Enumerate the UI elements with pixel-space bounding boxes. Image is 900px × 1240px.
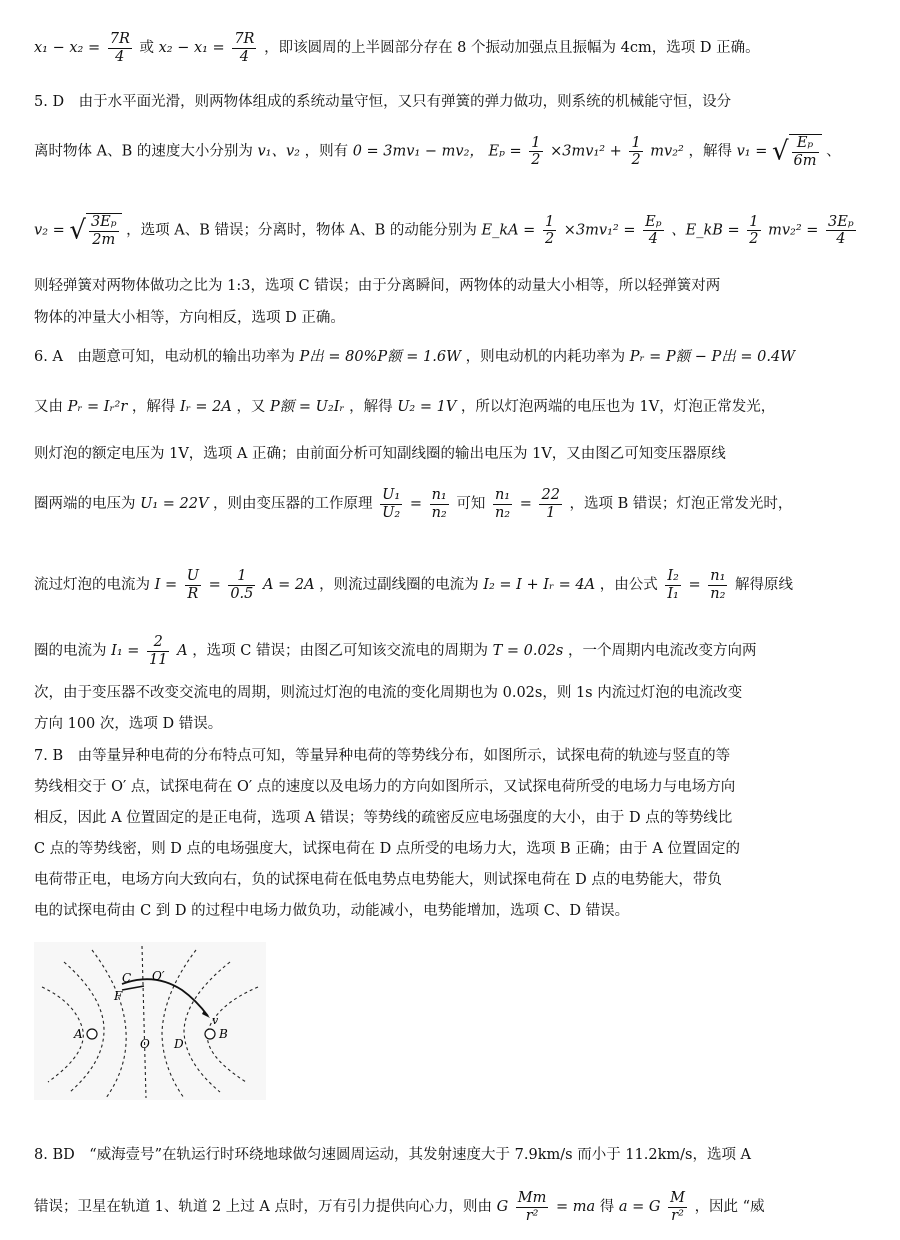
math: U₁ = 22V	[140, 496, 209, 513]
math: =	[519, 496, 532, 513]
text: ，则有	[304, 143, 349, 160]
text: 6. A 由题意可知，电动机的输出功率为	[34, 349, 295, 365]
label-v: v	[212, 1014, 219, 1027]
text: ，解得	[349, 399, 393, 415]
math-x2x1: x₂ − x₁ =	[158, 40, 225, 57]
p6-line-3: 则灯泡的额定电压为 1V，选项 A 正确；由前面分析可知副线圈的输出电压为 1V，又由图乙可知变压器原线	[34, 446, 726, 462]
sqrt-3ep-2m: √ $\frac{\text{3Eₚ}}{2m}$	[69, 213, 121, 248]
frac-half: $\frac{1}{2}$	[531, 134, 541, 169]
frac: $\frac{\text{3Eₚ}}{4}$	[828, 213, 854, 248]
text-dun: 、	[826, 143, 841, 160]
frac: $\frac{\text{n₁}}{\text{n₂}}$	[494, 487, 511, 521]
p5-line-2	[34, 134, 870, 169]
text: 圈两端的电压为	[34, 496, 136, 513]
text: ，解得	[688, 143, 732, 160]
math: I =	[154, 577, 178, 594]
math: v₁ =	[736, 143, 768, 160]
sqrt-ep-6m: √ $\frac{\text{Eₚ}}{6m}$	[772, 134, 822, 169]
text: ，一个周期内电流改变方向两	[567, 643, 757, 660]
p8-line-1: 8. BD “威海壹号”在轨运行时环绕地球做匀速圆周运动，其发射速度大于 7.9km/s 而小于 11.2km/s，选项 A	[34, 1147, 752, 1163]
text: 离时物体 A、B 的速度大小分别为	[34, 143, 253, 160]
math: I₂ = I + Iᵣ = 4A	[483, 577, 596, 594]
frac: $\frac{\text{I₂}}{\text{I₁}}$	[667, 568, 679, 602]
label-f: F	[114, 989, 123, 1003]
math: a = G	[618, 1199, 661, 1216]
label-c: C	[122, 971, 132, 985]
math: mv₂²	[650, 143, 684, 160]
math: Eₚ =	[488, 143, 522, 160]
p6-line-8: 方向 100 次，选项 D 错误。	[34, 716, 223, 732]
line-1	[34, 31, 870, 65]
p7-line-3: 相反，因此 A 位置固定的是正电荷，选项 A 错误；等势线的疏密反应电场强度的大小，由于 D 点的等势线比	[34, 810, 733, 826]
p7-line-1: 7. B 由等量异种电荷的分布特点可知，等量异种电荷的等势线分布，如图所示，试探电荷的轨迹与竖直的等	[34, 748, 731, 764]
label-b: B	[219, 1027, 228, 1041]
label-d: D	[174, 1037, 184, 1051]
math: T = 0.02s	[492, 643, 564, 660]
frac: $\frac{1}{0.5}$	[230, 568, 254, 602]
p7-line-5: 电荷带正电，电场方向大致向右，负的试探电荷在低电势点电势能大，则试探电荷在 D 点的电势能大，带负	[34, 872, 722, 888]
p7-line-4: C 点的等势线密，则 D 点的电场强度大，试探电荷在 D 点所受的电场力大，选项 B 正确；由于 A 位置固定的	[34, 841, 740, 857]
text: ，解得	[131, 399, 176, 415]
text: ，由公式	[599, 577, 658, 594]
math: =	[688, 577, 701, 594]
math: A = 2A	[263, 577, 315, 594]
label-o-prime: O′	[152, 969, 165, 983]
p6-line-6	[34, 634, 870, 668]
math-x1x2: x₁ − x₂ =	[34, 40, 101, 57]
frac-7r-4b: $\frac{7R}{4}$	[234, 31, 255, 65]
text: 可知	[456, 496, 486, 513]
label-o: O	[140, 1037, 150, 1051]
frac: $\frac{\text{n₁}}{\text{n₂}}$	[431, 487, 447, 521]
text: 得	[599, 1199, 615, 1216]
frac: $\frac{M}{\text{r²}}$	[670, 1190, 685, 1224]
math: P出 = 80%P额 = 1.6W	[299, 349, 461, 365]
text: 流过灯泡的电流为	[34, 577, 150, 594]
p5-line-4: 则轻弹簧对两物体做功之比为 1:3，选项 C 错误；由于分离瞬间，两物体的动量大小相等，所以轻弹簧对两	[34, 278, 721, 294]
p5-head: 5. D 由于水平面光滑，则两物体组成的系统动量守恒，又只有弹簧的弹力做功，则系统的机械能守恒，设分	[34, 94, 732, 110]
p6-line-4	[34, 487, 870, 521]
frac: $\frac{\text{U₁}}{\text{U₂}}$	[382, 487, 401, 521]
math: U₂ = 1V	[397, 399, 457, 415]
p8-line-2	[34, 1190, 870, 1224]
math: A	[177, 643, 188, 660]
math: v₁、v₂	[257, 143, 300, 160]
p6-line-2	[34, 398, 870, 416]
p5-line-5: 物体的冲量大小相等，方向相反，选项 D 正确。	[34, 310, 345, 326]
text: ，选项 B 错误；灯泡正常发光时，	[569, 496, 793, 513]
math: P额 = U₂Iᵣ	[270, 399, 345, 415]
p5-line-3	[34, 213, 870, 248]
text: 解得原线	[735, 577, 794, 594]
math: Pᵣ = P额 − P出 = 0.4W	[629, 349, 796, 365]
frac: $\frac{U}{R}$	[186, 568, 199, 602]
text: ，选项 C 错误；由图乙可知该交流电的周期为	[192, 643, 488, 660]
text: ，选项 A、B 错误；分离时，物体 A、B 的动能分别为	[126, 222, 477, 239]
math: v₂ =	[34, 222, 65, 239]
frac: $\frac{\text{n₁}}{\text{n₂}}$	[710, 568, 726, 602]
p6-line-1	[34, 348, 870, 366]
frac-half-2: $\frac{1}{2}$	[631, 134, 641, 169]
math: = ma	[556, 1199, 596, 1216]
math: Iᵣ = 2A	[180, 399, 232, 415]
text: ，则由变压器的工作原理	[213, 496, 373, 513]
text: ，因此 “威	[694, 1199, 765, 1216]
text: ，则流过副线圈的电流为	[319, 577, 479, 594]
text-l1-tail: ，即该圆周的上半圆部分存在 8 个振动加强点且振幅为 4cm，选项 D 正确。	[264, 40, 760, 57]
math: I₁ =	[111, 643, 140, 660]
math: G	[496, 1199, 509, 1216]
frac: $\frac{\text{Eₚ}}{4}$	[645, 213, 662, 248]
frac: $\frac{Mm}{\text{r²}}$	[517, 1190, 547, 1224]
text: 圈的电流为	[34, 643, 107, 660]
text: ，所以灯泡两端的电压也为 1V，灯泡正常发光，	[460, 399, 776, 415]
math: 0 = 3mv₁ − mv₂，	[352, 143, 484, 160]
charge-a-circle	[87, 1029, 97, 1039]
text: 错误；卫星在轨道 1、轨道 2 上过 A 点时，万有引力提供向心力，则由	[34, 1199, 492, 1216]
charge-b-circle	[205, 1029, 215, 1039]
p6-line-5	[34, 568, 870, 602]
math: Pᵣ = Iᵣ²r	[67, 399, 128, 415]
frac: $\frac{22}{1}$	[541, 487, 560, 521]
p7-line-2: 势线相交于 O′ 点，试探电荷在 O′ 点的速度以及电场力的方向如图所示，又试探电荷所受的电场力与电场方向	[34, 779, 736, 795]
frac-7r-4: $\frac{7R}{4}$	[109, 31, 130, 65]
equipotential-figure	[34, 942, 266, 1100]
p7-line-6: 电的试探电荷由 C 到 D 的过程中电场力做负功，动能减小，电势能增加，选项 C、D 错误。	[34, 903, 630, 919]
math: =	[208, 577, 221, 594]
math: mv₂² =	[768, 222, 819, 239]
math: 、E_kB =	[671, 222, 740, 239]
math: ×3mv₁² +	[550, 143, 622, 160]
text-or: 或	[139, 40, 154, 57]
text: ，则电动机的内耗功率为	[465, 349, 626, 365]
frac: $\frac{1}{2}$	[544, 213, 555, 248]
text: 又由	[34, 399, 63, 415]
figure-background	[34, 942, 266, 1100]
frac: $\frac{1}{2}$	[749, 213, 759, 248]
math: ×3mv₁² =	[563, 222, 636, 239]
label-a: A	[74, 1027, 83, 1041]
frac: $\frac{2}{11}$	[149, 634, 168, 668]
p6-line-7: 次，由于变压器不改变交流电的周期，则流过灯泡的电流的变化周期也为 0.02s，则 1s 内流过灯泡的电流改变	[34, 685, 743, 701]
text: ，又	[236, 399, 266, 415]
math: =	[409, 496, 422, 513]
math: E_kA =	[481, 222, 536, 239]
